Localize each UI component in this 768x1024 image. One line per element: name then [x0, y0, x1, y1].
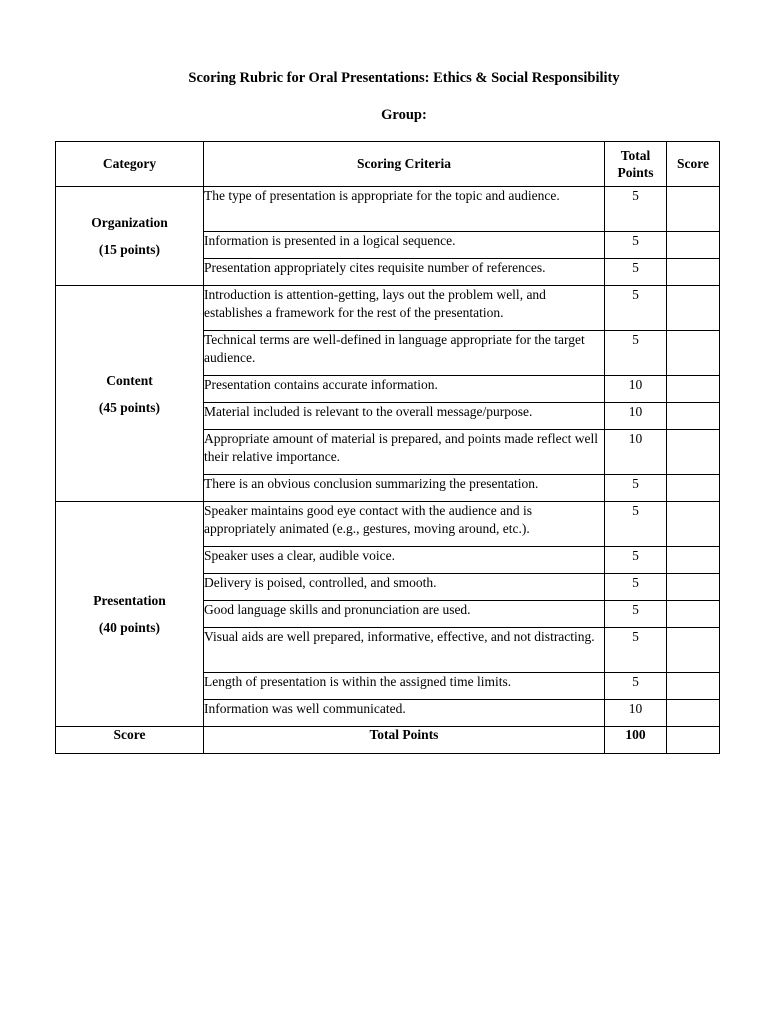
score-cell[interactable] [667, 628, 720, 673]
header-criteria: Scoring Criteria [204, 142, 605, 187]
criterion-cell: Delivery is poised, controlled, and smooth. [204, 574, 605, 601]
criterion-cell: Appropriate amount of material is prepared, and points made reflect well their relative importance. [204, 430, 605, 475]
category-points: (15 points) [98, 242, 161, 257]
criterion-cell: Presentation contains accurate information. [204, 376, 605, 403]
points-cell: 10 [605, 403, 667, 430]
points-cell: 5 [605, 331, 667, 376]
points-cell: 10 [605, 376, 667, 403]
points-cell: 5 [605, 232, 667, 259]
header-row [56, 142, 720, 187]
criterion-cell: Good language skills and pronunciation are used. [204, 601, 605, 628]
criterion-cell: Technical terms are well-defined in language appropriate for the target audience. [204, 331, 605, 376]
table-row [56, 286, 720, 331]
criterion-cell: Speaker uses a clear, audible voice. [204, 547, 605, 574]
score-cell[interactable] [667, 430, 720, 475]
table-row [56, 502, 720, 547]
rubric-table [55, 141, 720, 754]
footer-row [56, 727, 720, 754]
category-cell [56, 286, 204, 502]
points-cell: 5 [605, 628, 667, 673]
score-cell[interactable] [667, 187, 720, 232]
score-cell[interactable] [667, 376, 720, 403]
score-cell[interactable] [667, 673, 720, 700]
criterion-cell: There is an obvious conclusion summarizing the presentation. [204, 475, 605, 502]
category-points: (45 points) [98, 399, 161, 415]
score-cell[interactable] [667, 403, 720, 430]
points-cell: 5 [605, 475, 667, 502]
score-cell[interactable] [667, 259, 720, 286]
points-cell: 5 [605, 286, 667, 331]
category-cell [56, 502, 204, 727]
footer-score-label: Score [56, 727, 204, 754]
criterion-cell: Information is presented in a logical sequence. [204, 232, 605, 259]
score-cell[interactable] [667, 700, 720, 727]
header-category: Category [56, 142, 204, 187]
score-cell[interactable] [667, 331, 720, 376]
score-cell[interactable] [667, 475, 720, 502]
score-cell[interactable] [667, 286, 720, 331]
criterion-cell: Introduction is attention-getting, lays out the problem well, and establishes a framework for the rest of the presentation. [204, 286, 605, 331]
rubric-body [56, 187, 720, 727]
header-total-points-line1: Total [620, 148, 651, 163]
group-label: Group: [381, 107, 427, 123]
header-total-points-line2: Points [617, 165, 654, 180]
criterion-cell: Presentation appropriately cites requisite number of references. [204, 259, 605, 286]
header-score: Score [667, 142, 720, 187]
category-name: Organization [91, 215, 168, 230]
category-name: Content [106, 372, 153, 388]
footer-score-cell[interactable] [667, 727, 720, 754]
points-cell: 5 [605, 187, 667, 232]
category-cell [56, 187, 204, 286]
criterion-cell: Length of presentation is within the assigned time limits. [204, 673, 605, 700]
points-cell: 5 [605, 574, 667, 601]
score-cell[interactable] [667, 232, 720, 259]
points-cell: 5 [605, 259, 667, 286]
points-cell: 5 [605, 502, 667, 547]
points-cell: 10 [605, 700, 667, 727]
table-row [56, 187, 720, 232]
points-cell: 10 [605, 430, 667, 475]
category-points: (40 points) [98, 620, 161, 635]
criterion-cell: Visual aids are well prepared, informative, effective, and not distracting. [204, 628, 605, 673]
footer-total-value: 100 [605, 727, 667, 754]
points-cell: 5 [605, 547, 667, 574]
category-name: Presentation [93, 593, 166, 608]
score-cell[interactable] [667, 502, 720, 547]
points-cell: 5 [605, 673, 667, 700]
score-cell[interactable] [667, 547, 720, 574]
criterion-cell: Information was well communicated. [204, 700, 605, 727]
score-cell[interactable] [667, 574, 720, 601]
criterion-cell: Material included is relevant to the overall message/purpose. [204, 403, 605, 430]
score-cell[interactable] [667, 601, 720, 628]
document-title: Scoring Rubric for Oral Presentations: Ethics & Social Responsibility [188, 70, 620, 86]
criterion-cell: Speaker maintains good eye contact with the audience and is appropriately animated (e.g., gestures, moving around, etc.). [204, 502, 605, 547]
footer-total-points-label: Total Points [204, 727, 605, 754]
points-cell: 5 [605, 601, 667, 628]
criterion-cell: The type of presentation is appropriate for the topic and audience. [204, 187, 605, 232]
header-total-points [605, 142, 667, 187]
